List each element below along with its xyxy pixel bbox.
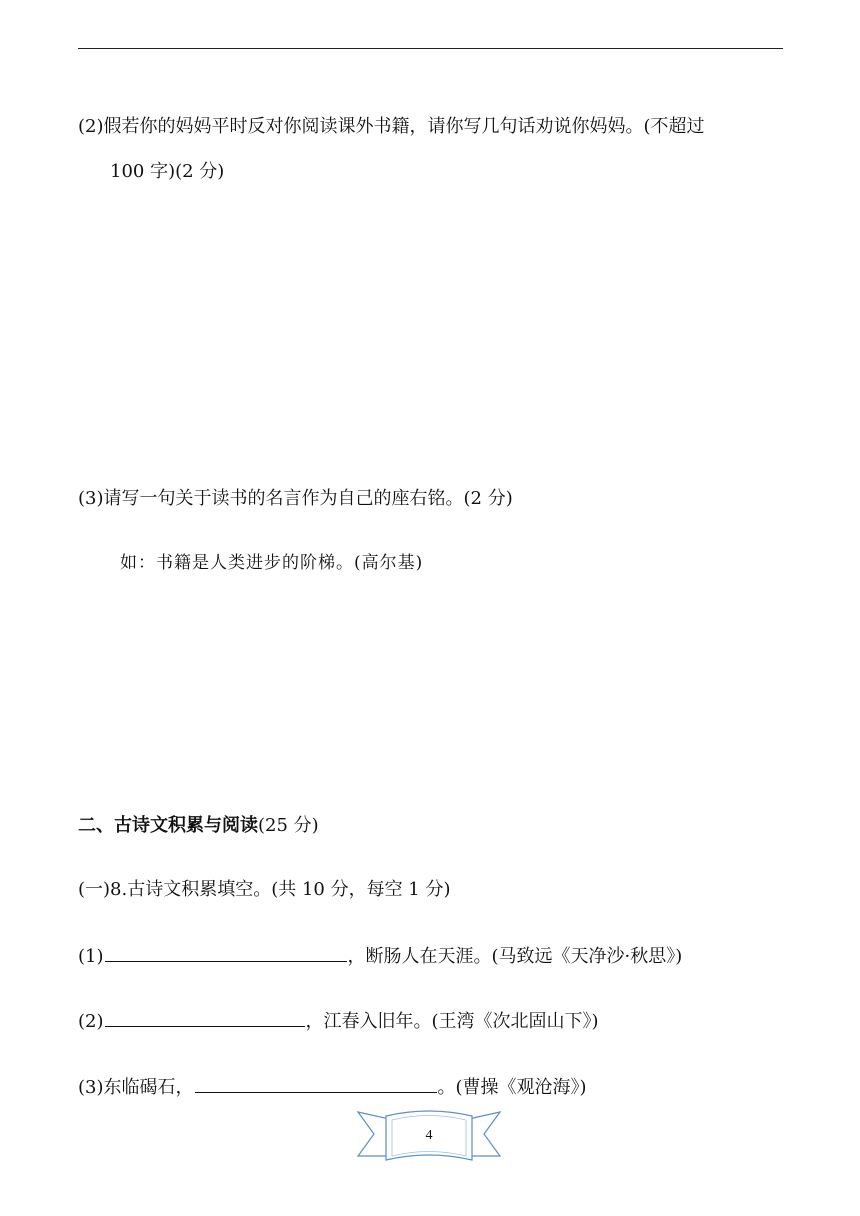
fill-item-1-suffix: ，断肠人在天涯。(马致远《天净沙·秋思》) [347, 946, 683, 967]
section-2-title: 二、古诗文积累与阅读 [78, 815, 258, 836]
header-rule [78, 48, 783, 49]
fill-item-3-suffix: 。(曹操《观沧海》) [437, 1077, 587, 1098]
subsection-1-heading: (一)8.古诗文积累填空。(共 10 分，每空 1 分) [78, 879, 451, 900]
question-2-line-2: 100 字)(2 分) [110, 161, 225, 182]
question-3-example: 如：书籍是人类进步的阶梯。(高尔基) [120, 553, 424, 573]
fill-item-1 [78, 943, 682, 969]
fill-blank-2[interactable] [105, 1008, 305, 1027]
fill-item-2-suffix: ，江春入旧年。(王湾《次北固山下》) [305, 1011, 599, 1032]
question-3-prompt: (3)请写一句关于读书的名言作为自己的座右铭。(2 分) [78, 488, 513, 509]
question-2-line-1: (2)假若你的妈妈平时反对你阅读课外书籍，请你写几句话劝说你妈妈。(不超过 [78, 116, 705, 137]
fill-item-2 [78, 1008, 599, 1034]
page-number-ribbon [356, 1106, 502, 1164]
section-2-points: (25 分) [258, 815, 319, 836]
fill-item-2-prefix: (2) [78, 1011, 104, 1032]
fill-blank-3[interactable] [195, 1074, 437, 1093]
fill-item-3 [78, 1074, 587, 1100]
fill-item-3-prefix: (3)东临碣石， [78, 1077, 194, 1098]
fill-blank-1[interactable] [105, 943, 347, 962]
page-number: 4 [425, 1128, 433, 1143]
section-2-heading [78, 814, 319, 838]
fill-item-1-prefix: (1) [78, 946, 104, 967]
